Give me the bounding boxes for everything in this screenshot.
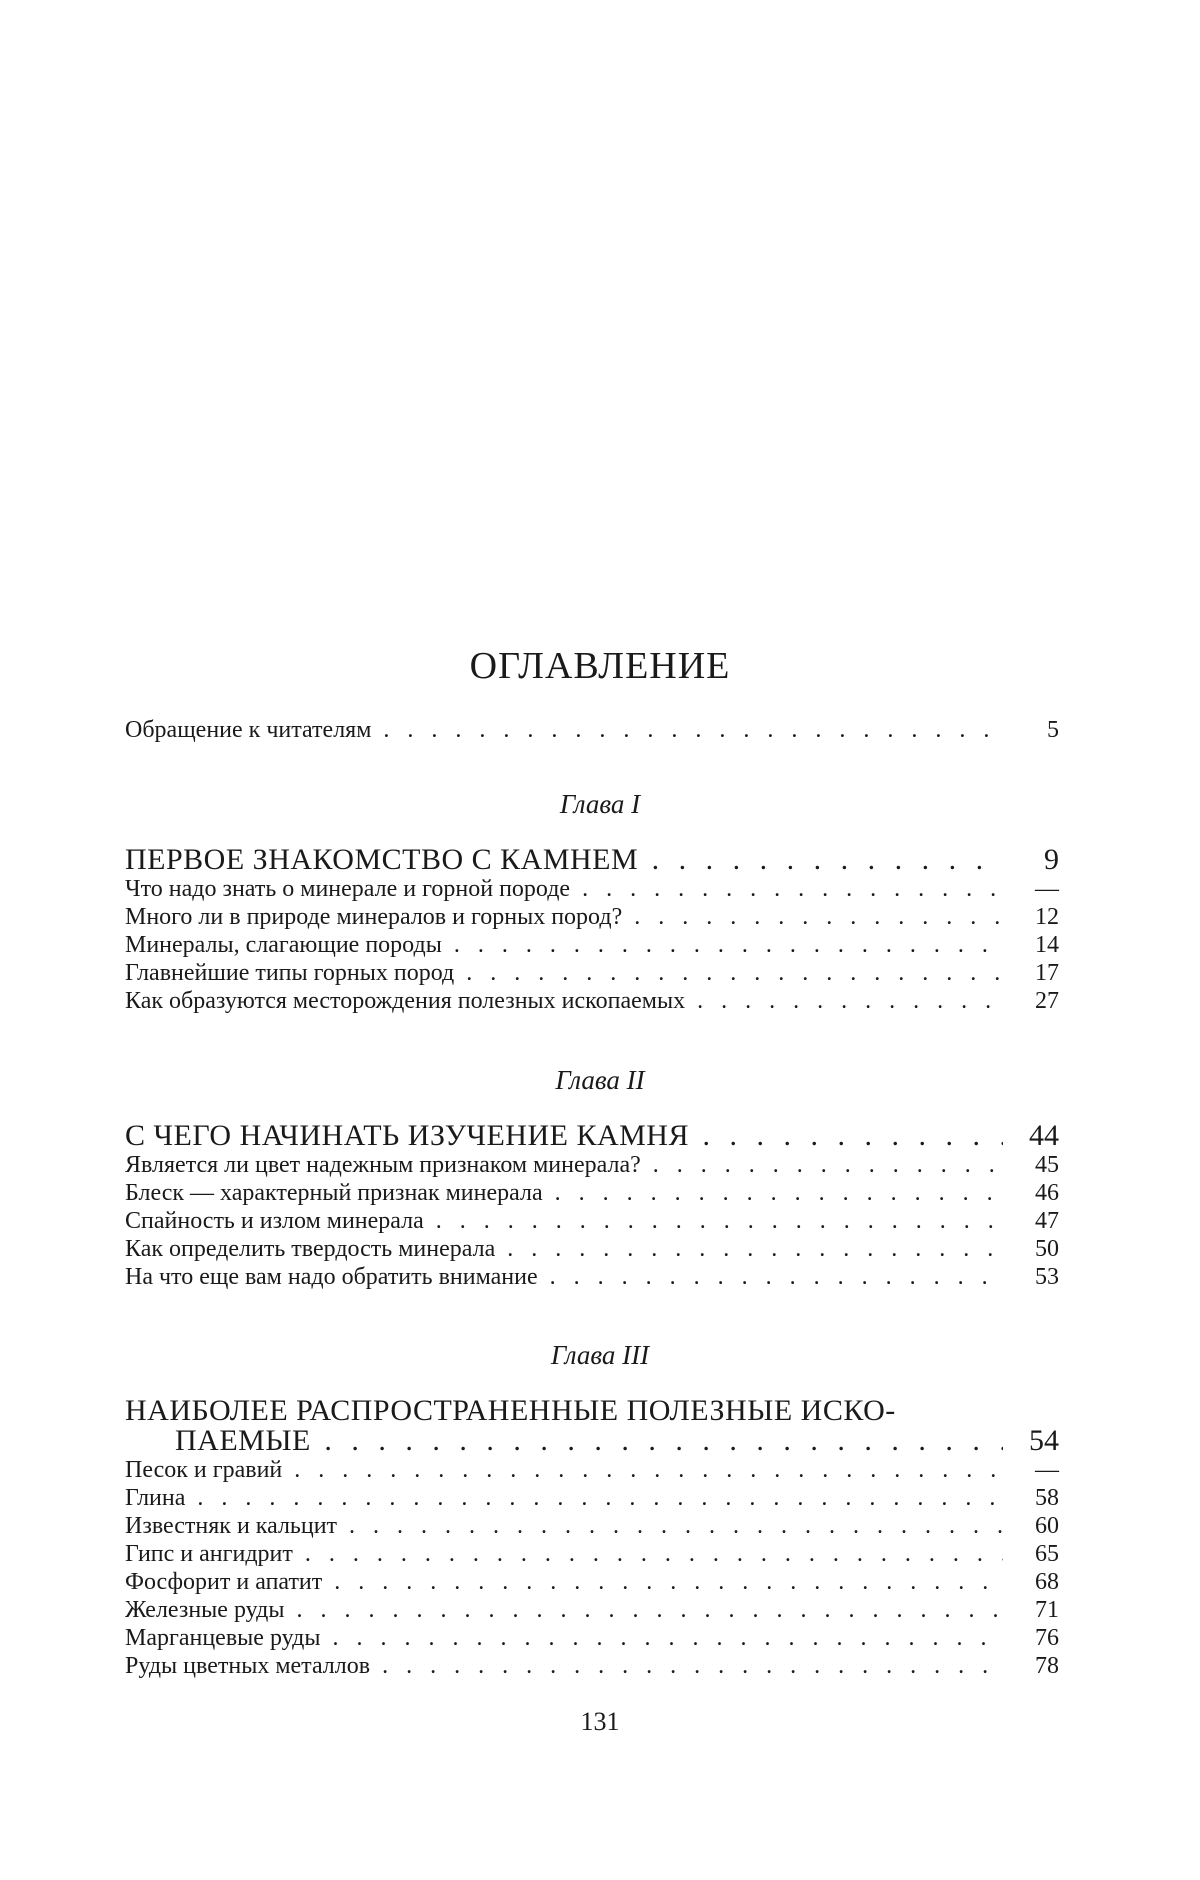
toc-chapter-3 <box>125 1396 1059 1680</box>
chapter-heading-page: 54 <box>1003 1426 1059 1456</box>
toc-entry[interactable] <box>125 1151 1059 1179</box>
toc-entry-label: Спайность и излом минерала . . . <box>125 1207 1003 1235</box>
chapter-heading[interactable] <box>125 1121 1059 1151</box>
toc-entry-label: Песок и гравий . . . <box>125 1456 1003 1484</box>
toc-entry-page: 65 <box>1003 1540 1059 1568</box>
chapter-label: Глава III <box>0 1340 1200 1370</box>
toc-chapter-1 <box>125 845 1059 1015</box>
toc-entry-label: Марганцевые руды . . . <box>125 1624 1003 1652</box>
toc-entry-label: Много ли в природе минералов и горных пород? . . . <box>125 903 1003 931</box>
toc-entry-page: — <box>1003 1456 1059 1484</box>
toc-entry[interactable] <box>125 1568 1059 1596</box>
toc-entry-page: 53 <box>1003 1263 1059 1291</box>
toc-entry[interactable] <box>125 1263 1059 1291</box>
toc-entry[interactable] <box>125 959 1059 987</box>
toc-entry-page: 14 <box>1003 931 1059 959</box>
chapter-label: Глава II <box>0 1065 1200 1095</box>
toc-entry-label: Обращение к читателям . . . <box>125 716 1003 744</box>
toc-entry-label: Руды цветных металлов . . . <box>125 1652 1003 1680</box>
chapter-heading-label: С ЧЕГО НАЧИНАТЬ ИЗУЧЕНИЕ КАМНЯ . . . <box>125 1121 1003 1151</box>
chapter-heading-label: ПЕРВОЕ ЗНАКОМСТВО С КАМНЕМ . . . <box>125 845 1003 875</box>
toc-entry[interactable] <box>125 931 1059 959</box>
toc-entry[interactable] <box>125 1652 1059 1680</box>
chapter-label: Глава I <box>0 789 1200 819</box>
toc-entry-label: Гипс и ангидрит . . . <box>125 1540 1003 1568</box>
toc-entry-label: Глина . . . <box>125 1484 1003 1512</box>
toc-entry-label: Является ли цвет надежным признаком минерала? . . . <box>125 1151 1003 1179</box>
toc-entry[interactable] <box>125 903 1059 931</box>
toc-entry-page: 5 <box>1003 716 1059 744</box>
toc-entry-label: Что надо знать о минерале и горной породе . . . <box>125 875 1003 903</box>
toc-entry-page: 27 <box>1003 987 1059 1015</box>
chapter-heading-line1[interactable]: НАИБОЛЕЕ РАСПРОСТРАНЕННЫЕ ПОЛЕЗНЫЕ ИСКО- <box>125 1396 1059 1426</box>
toc-entry[interactable] <box>125 1540 1059 1568</box>
toc-entry[interactable] <box>125 1624 1059 1652</box>
chapter-heading-page: 44 <box>1003 1121 1059 1151</box>
toc-entry-page: 60 <box>1003 1512 1059 1540</box>
toc-entry-page: 58 <box>1003 1484 1059 1512</box>
toc-entry-label: Железные руды . . . <box>125 1596 1003 1624</box>
chapter-heading-page: 9 <box>1003 845 1059 875</box>
toc-entry-page: 78 <box>1003 1652 1059 1680</box>
toc-entry-page: 71 <box>1003 1596 1059 1624</box>
toc-chapter-2 <box>125 1121 1059 1291</box>
page-title: ОГЛАВЛЕНИЕ <box>0 644 1200 688</box>
toc-entry-page: 17 <box>1003 959 1059 987</box>
toc-entry-page: 45 <box>1003 1151 1059 1179</box>
toc-entry-page: 12 <box>1003 903 1059 931</box>
toc-entry-label: Фосфорит и апатит . . . <box>125 1568 1003 1596</box>
toc-entry-label: Известняк и кальцит . . . <box>125 1512 1003 1540</box>
toc-entry[interactable] <box>125 1235 1059 1263</box>
toc-entry-label: Как определить твердость минерала . . . <box>125 1235 1003 1263</box>
toc-entry[interactable] <box>125 1512 1059 1540</box>
toc-intro <box>125 716 1059 744</box>
toc-entry[interactable] <box>125 1596 1059 1624</box>
toc-entry-page: 68 <box>1003 1568 1059 1596</box>
toc-entry-page: 47 <box>1003 1207 1059 1235</box>
toc-entry[interactable] <box>125 716 1059 744</box>
toc-entry[interactable] <box>125 1484 1059 1512</box>
toc-entry[interactable] <box>125 875 1059 903</box>
toc-entry-label: Главнейшие типы горных пород . . . <box>125 959 1003 987</box>
toc-entry-page: 76 <box>1003 1624 1059 1652</box>
toc-entry-label: Минералы, слагающие породы . . . <box>125 931 1003 959</box>
toc-entry-label: Как образуются месторождения полезных ископаемых . . . <box>125 987 1003 1015</box>
toc-entry[interactable] <box>125 1207 1059 1235</box>
toc-entry-page: 50 <box>1003 1235 1059 1263</box>
toc-entry-page: 46 <box>1003 1179 1059 1207</box>
toc-entry-label: На что еще вам надо обратить внимание . . . <box>125 1263 1003 1291</box>
toc-entry-page: — <box>1003 875 1059 903</box>
page-number: 131 <box>0 1707 1200 1737</box>
chapter-heading[interactable] <box>125 1426 1059 1456</box>
chapter-heading[interactable] <box>125 845 1059 875</box>
toc-entry[interactable] <box>125 1179 1059 1207</box>
toc-entry-label: Блеск — характерный признак минерала . . . <box>125 1179 1003 1207</box>
chapter-heading-label: ПАЕМЫЕ . . . <box>175 1426 1003 1456</box>
toc-entry[interactable] <box>125 1456 1059 1484</box>
toc-entry[interactable] <box>125 987 1059 1015</box>
